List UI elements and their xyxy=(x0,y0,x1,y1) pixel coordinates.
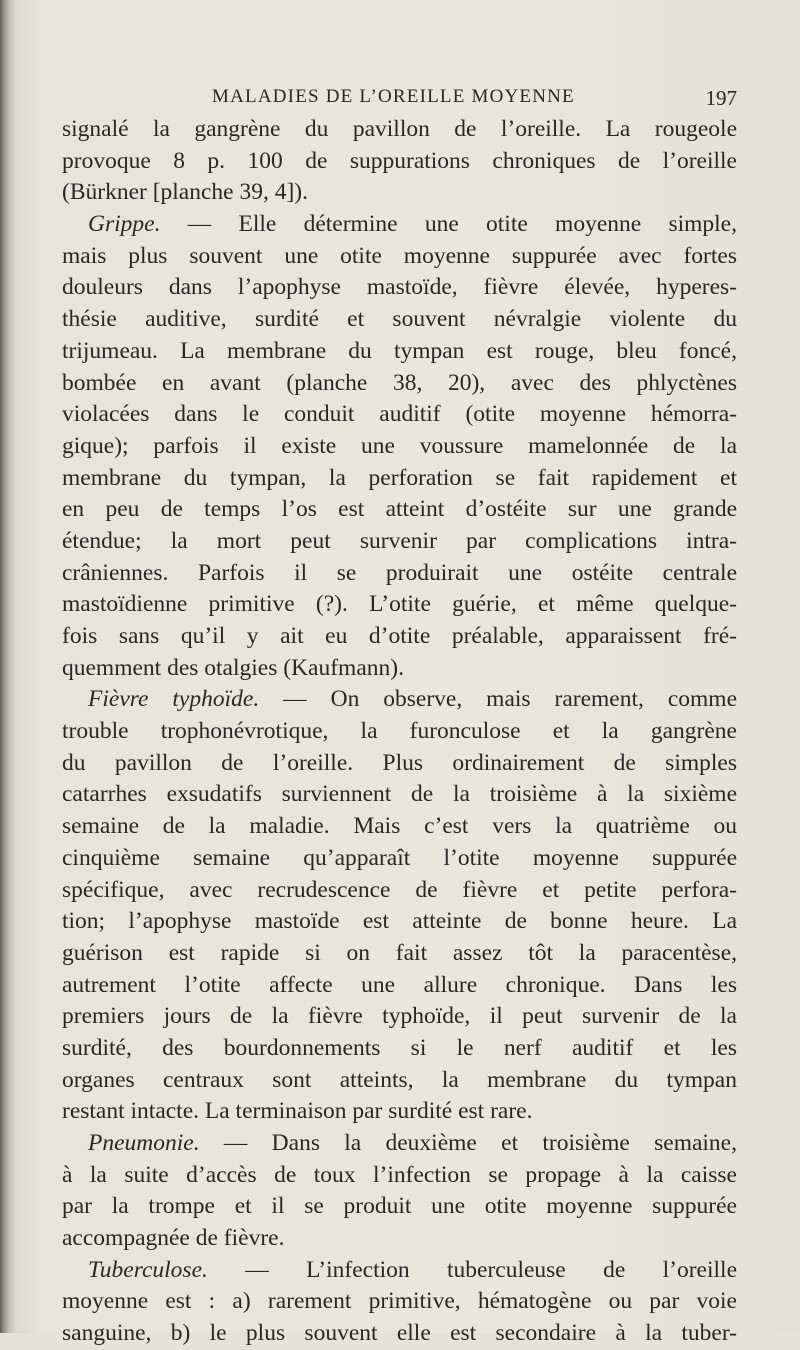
line-text: — Elle détermine une otite moyenne simple, xyxy=(160,211,737,238)
text-line xyxy=(62,494,737,526)
text-line xyxy=(62,336,737,368)
text-line xyxy=(62,1255,737,1287)
line-text: du pavillon de l’oreille. Plus ordinairement de simples xyxy=(62,749,737,776)
line-text: premiers jours de la fièvre typhoïde, il peut survenir de la xyxy=(62,1003,737,1030)
line-text: semaine de la maladie. Mais c’est vers la quatrième ou xyxy=(62,813,737,840)
page-number: 197 xyxy=(705,86,737,110)
running-head-title: MALADIES DE L’OREILLE MOYENNE xyxy=(212,86,575,107)
line-text: fois sans qu’il y ait eu d’otite préalable, apparaissent fré- xyxy=(62,623,737,649)
text-line xyxy=(62,463,737,495)
line-text: signalé la gangrène du pavillon de l’oreille. La rougeole xyxy=(62,116,737,142)
text-line xyxy=(62,653,737,685)
line-text: à la suite d’accès de toux l’infection se propage à la caisse xyxy=(62,1161,737,1188)
page-binding-edge xyxy=(0,0,16,1333)
line-text: autrement l’otite affecte une allure chronique. Dans les xyxy=(62,971,737,998)
text-line xyxy=(62,589,737,621)
text-line xyxy=(62,1001,737,1033)
text-line xyxy=(62,970,737,1002)
text-line xyxy=(62,1128,737,1160)
line-text: cinquième semaine qu’apparaît l’otite moyenne suppurée xyxy=(62,844,737,871)
text-line xyxy=(62,1286,737,1318)
line-text: en peu de temps l’os est atteint d’ostéite sur une grande xyxy=(62,496,737,523)
text-line xyxy=(62,906,737,938)
line-text: guérison est rapide si on fait assez tôt la paracentèse, xyxy=(62,939,737,966)
line-text: gique); parfois il existe une voussure mamelonnée de la xyxy=(62,432,737,459)
text-line xyxy=(62,684,737,716)
line-text: par la trompe et il se produit une otite moyenne suppurée xyxy=(62,1193,737,1220)
text-line xyxy=(62,1065,737,1097)
line-text: tion; l’apophyse mastoïde est atteinte de bonne heure. La xyxy=(62,908,737,935)
line-text: trijumeau. La membrane du tympan est rouge, bleu foncé, xyxy=(62,337,737,364)
running-head xyxy=(62,86,737,116)
text-line xyxy=(62,811,737,843)
text-line xyxy=(62,1223,737,1255)
text-line xyxy=(62,1033,737,1065)
line-text: mastoïdienne primitive (?). L’otite guérie, et même quelque- xyxy=(62,591,737,618)
text-line xyxy=(62,1318,737,1350)
line-text: — On observe, mais rarement, comme xyxy=(259,686,738,713)
line-text: surdité, des bourdonnements si le nerf auditif et les xyxy=(62,1034,737,1061)
text-line xyxy=(62,368,737,400)
text-line xyxy=(62,209,737,241)
line-text: crâniennes. Parfois il se produirait une ostéite centrale xyxy=(62,559,737,586)
line-text: douleurs dans l’apophyse mastoïde, fièvre élevée, hyperes- xyxy=(62,274,737,301)
line-text: étendue; la mort peut survenir par complications intra- xyxy=(62,527,737,554)
line-text: quemment des otalgies (Kaufmann). xyxy=(62,654,404,681)
text-line xyxy=(62,843,737,875)
text-line xyxy=(62,875,737,907)
line-text: violacées dans le conduit auditif (otite moyenne hémorra- xyxy=(62,401,737,428)
text-line xyxy=(62,716,737,748)
line-text: provoque 8 p. 100 de suppurations chroniques de l’oreille xyxy=(62,147,737,174)
line-text: accompagnée de fièvre. xyxy=(62,1225,285,1252)
text-line xyxy=(62,526,737,558)
text-line xyxy=(62,146,737,178)
text-line xyxy=(62,748,737,780)
text-line xyxy=(62,558,737,590)
text-line xyxy=(62,621,737,653)
line-text: (Bürkner [planche 39, 4]). xyxy=(62,179,309,206)
text-line xyxy=(62,1096,737,1128)
body-text xyxy=(62,114,737,1350)
text-line xyxy=(62,779,737,811)
line-text: trouble trophonévrotique, la furonculose et la gangrène xyxy=(62,718,737,745)
section-heading: Tuberculose. xyxy=(88,1256,208,1283)
text-line xyxy=(62,304,737,336)
text-line xyxy=(62,431,737,463)
section-heading: Grippe. xyxy=(88,211,161,238)
section-heading: Pneumonie. xyxy=(88,1130,200,1156)
line-text: mais plus souvent une otite moyenne suppurée avec fortes xyxy=(62,242,737,269)
line-text: sanguine, b) le plus souvent elle est secondaire à la tuber- xyxy=(62,1320,737,1347)
line-text: catarrhes exsudatifs surviennent de la troisième à la sixième xyxy=(62,781,737,808)
text-line xyxy=(62,938,737,970)
text-line xyxy=(62,272,737,304)
text-line xyxy=(62,1191,737,1223)
line-text: membrane du tympan, la perforation se fait rapidement et xyxy=(62,464,737,491)
text-line xyxy=(62,1160,737,1192)
line-text: moyenne est : a) rarement primitive, hématogène ou par voie xyxy=(62,1288,737,1315)
text-line xyxy=(62,177,737,209)
text-line xyxy=(62,114,737,146)
line-text: restant intacte. La terminaison par surdité est rare. xyxy=(62,1098,533,1125)
line-text: thésie auditive, surdité et souvent névralgie violente du xyxy=(62,306,737,333)
line-text: spécifique, avec recrudescence de fièvre et petite perfora- xyxy=(62,876,737,903)
section-heading: Fièvre typhoïde. xyxy=(88,686,260,713)
text-line xyxy=(62,399,737,431)
line-text: bombée en avant (planche 38, 20), avec des phlyctènes xyxy=(62,369,737,396)
line-text: — L’infection tuberculeuse de l’oreille xyxy=(207,1256,737,1283)
line-text: organes centraux sont atteints, la membrane du tympan xyxy=(62,1066,737,1093)
line-text: — Dans la deuxième et troisième semaine, xyxy=(199,1130,737,1156)
text-line xyxy=(62,241,737,273)
